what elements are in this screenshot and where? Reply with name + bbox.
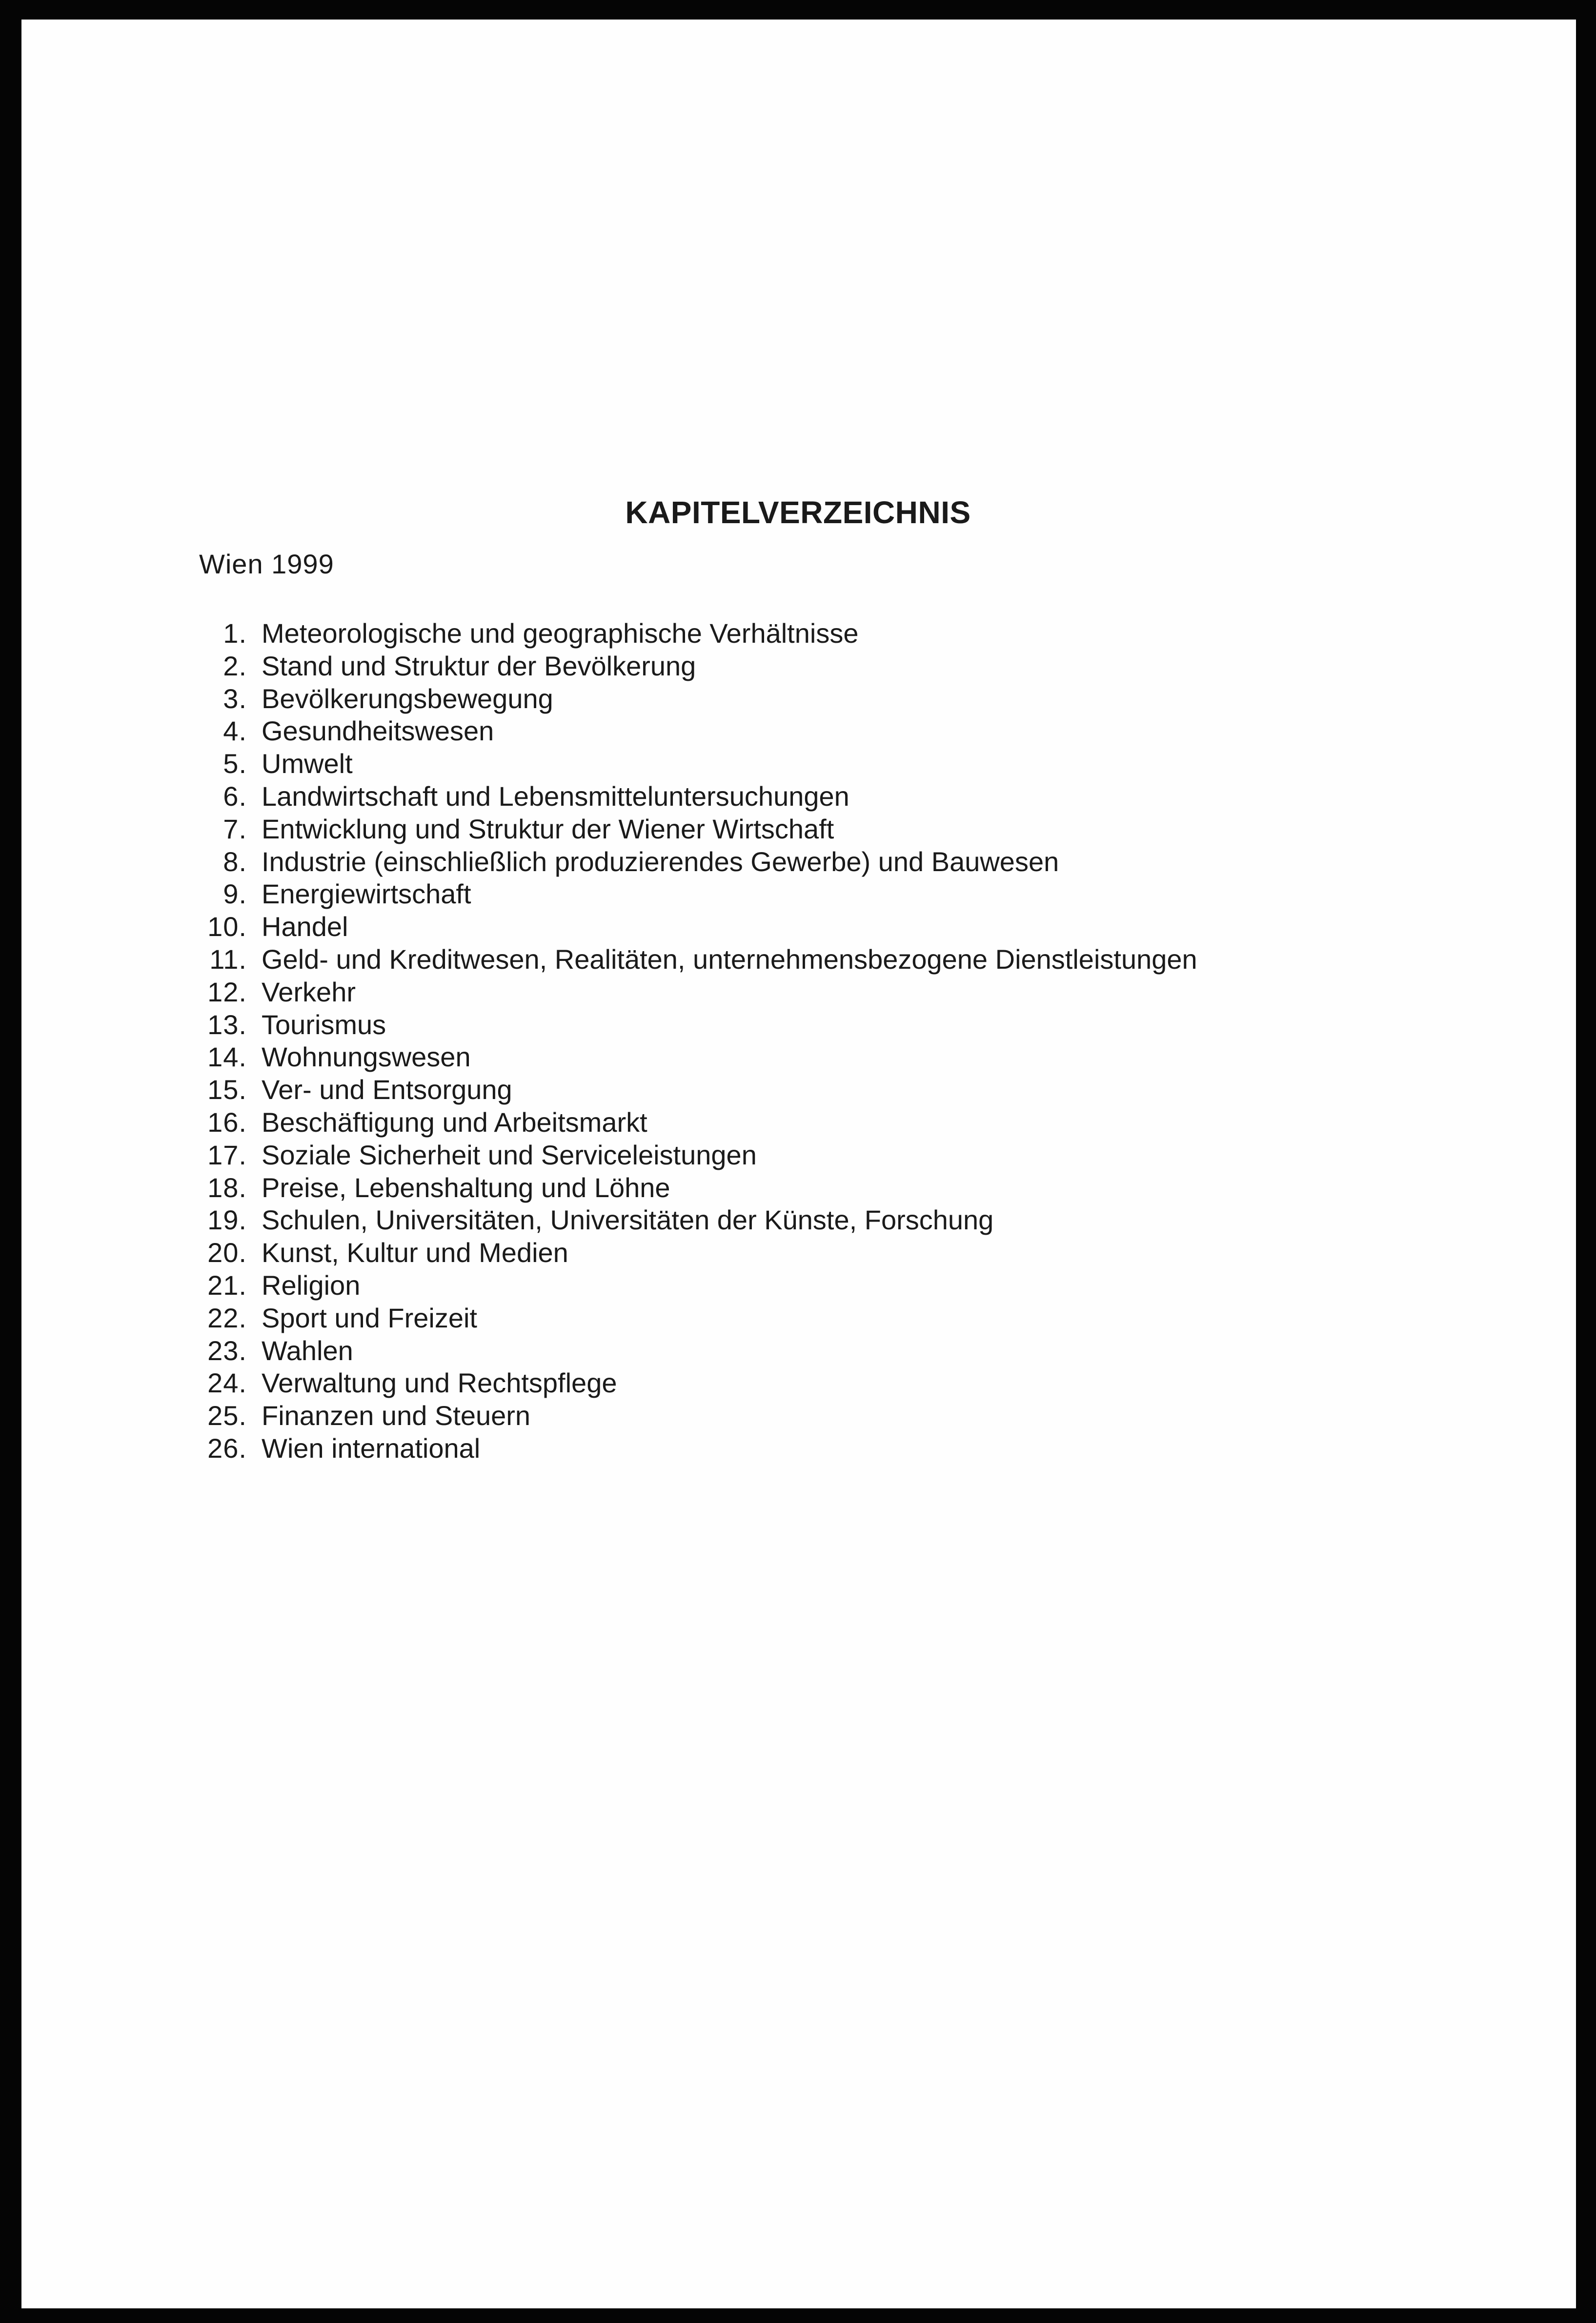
chapter-number: 7. [223,813,247,844]
chapter-title: Sport und Freizeit [262,1302,477,1333]
chapter-title: Tourismus [262,1009,386,1040]
chapter-item [195,717,1197,750]
chapter-title: Industrie (einschließlich produzierendes Gewerbe) und Bauwesen [262,846,1059,877]
chapter-number: 14. [207,1041,247,1073]
chapter-number: 23. [207,1335,247,1366]
chapter-title: Preise, Lebenshaltung und Löhne [262,1172,670,1203]
chapter-title: Handel [262,911,348,942]
chapter-item [195,1337,1197,1370]
chapter-title: Kunst, Kultur und Medien [262,1237,568,1268]
chapter-item [195,815,1197,848]
chapter-title: Meteorologische und geographische Verhältnisse [262,618,859,649]
page-title: KAPITELVERZEICHNIS [625,494,971,530]
chapter-title: Landwirtschaft und Lebensmitteluntersuchungen [262,780,849,812]
chapter-item [195,943,1197,978]
chapter-title: Religion [262,1269,361,1301]
chapter-number: 9. [223,878,247,910]
chapter-title: Beschäftigung und Arbeitsmarkt [262,1106,647,1138]
chapter-title: Umwelt [262,748,353,779]
chapter-title: Verkehr [262,976,356,1007]
chapter-title: Wien international [262,1432,481,1464]
chapter-item [195,1402,1197,1435]
chapter-title: Finanzen und Steuern [262,1400,531,1431]
chapter-number: 22. [207,1302,247,1333]
chapter-number: 20. [207,1237,247,1268]
chapter-number: 26. [207,1432,247,1464]
chapter-item [195,1011,1197,1044]
chapter-number: 13. [207,1009,247,1040]
chapter-number: 1. [223,618,247,649]
chapter-title: Geld- und Kreditwesen, Realitäten, unternehmensbezogene Dienstleistungen [262,943,1197,975]
chapter-number: 4. [223,715,247,747]
chapter-item [195,1174,1197,1207]
chapter-title: Soziale Sicherheit und Serviceleistungen [262,1139,757,1170]
chapter-item [195,1076,1197,1109]
chapter-number: 12. [207,976,247,1007]
chapter-number: 5. [223,748,247,779]
chapter-number: 11. [209,943,247,975]
chapter-title: Entwicklung und Struktur der Wiener Wirtschaft [262,813,834,844]
chapter-number: 21. [207,1269,247,1301]
chapter-item [195,1432,1197,1467]
chapter-number: 3. [223,683,247,714]
chapter-item [195,1043,1197,1076]
chapter-item [195,1369,1197,1402]
chapter-title: Verwaltung und Rechtspflege [262,1367,617,1399]
chapter-list [195,620,1197,1467]
chapter-item [195,1304,1197,1337]
chapter-number: 8. [223,846,247,877]
chapter-number: 2. [223,650,247,681]
chapter-item [195,848,1197,881]
page-subtitle: Wien 1999 [199,549,334,579]
chapter-number: 10. [207,911,247,942]
chapter-number: 16. [207,1106,247,1138]
chapter-number: 25. [207,1400,247,1431]
chapter-item [195,620,1197,652]
chapter-title: Wohnungswesen [262,1041,471,1073]
chapter-title: Energiewirtschaft [262,878,471,910]
chapter-item [195,1106,1197,1141]
chapter-item [195,1239,1197,1272]
chapter-item [195,652,1197,685]
chapter-item [195,880,1197,913]
chapter-title: Wahlen [262,1335,353,1366]
chapter-number: 18. [207,1172,247,1203]
chapter-item [195,1206,1197,1239]
chapter-title: Gesundheitswesen [262,715,494,747]
chapter-item [195,750,1197,783]
chapter-number: 6. [223,780,247,812]
chapter-title: Stand und Struktur der Bevölkerung [262,650,696,681]
chapter-number: 15. [207,1074,247,1105]
chapter-number: 17. [207,1139,247,1170]
chapter-item [195,1269,1197,1304]
chapter-item [195,913,1197,946]
chapter-title: Schulen, Universitäten, Universitäten der Künste, Forschung [262,1204,994,1236]
chapter-item [195,978,1197,1011]
chapter-title: Ver- und Entsorgung [262,1074,512,1105]
chapter-title: Bevölkerungsbewegung [262,683,553,714]
chapter-number: 24. [207,1367,247,1399]
chapter-item [195,685,1197,718]
chapter-item [195,780,1197,815]
chapter-item [195,1141,1197,1174]
chapter-number: 19. [207,1204,247,1236]
